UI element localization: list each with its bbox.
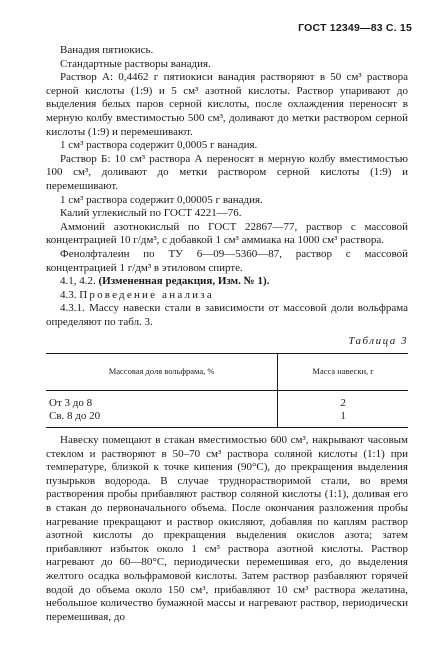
table-caption: Таблица 3: [348, 335, 408, 348]
column-header-mass: Масса навески, г: [278, 354, 408, 391]
section-title: Проведение анализа: [79, 288, 214, 301]
paragraph: Раствор Б: 10 см³ раствора А переносят в мерную колбу вместимостью 100 см³, доливают до метки раствором серной кислоты (1:9) и перемешивают.: [46, 152, 408, 192]
paragraph: 4.3.1. Массу навески стали в зависимости от массовой доли вольфрама определяют по табл. 3.: [46, 302, 408, 328]
paragraph: Фенолфталеин по ТУ 6—09—5360—87, раствор с массовой концентрацией 1 г/дм³ в этиловом спирте.: [46, 247, 408, 274]
paragraph: 1 см³ раствора содержит 0,00005 г ванадия.: [60, 193, 263, 206]
paragraph: Калий углекислый по ГОСТ 4221—76.: [60, 207, 242, 220]
paragraph: Ванадия пятиокись.: [60, 44, 154, 56]
section-heading: [46, 289, 408, 303]
revision-prefix: 4.1, 4.2.: [60, 275, 96, 288]
revision-note: [46, 275, 408, 289]
section-number: 4.3.: [60, 288, 77, 301]
paragraph: Раствор А: 0,4462 г пятиокиси ванадия растворяют в 50 см³ раствора серной кислоты (1:9) и 5 см³ азотной кислоты. Раствор упаривают до выделения белых паров серной кислоты, после охлаждения переносят в мерную колбу вместимостью 500 см³, доливают до метки раствором серной кислоты (1:9) и перемешивают.: [46, 71, 408, 138]
paragraph: Навеску помещают в стакан вместимостью 600 см³, накрывают часовым стеклом и растворяют в 50–70 см³ раствора соляной кислоты (1:1) при температуре, близкой к точке кипения (90°С), до прекращения выделения пузырьков водорода. В случае труднорастворимой стали, во время растворения пробы прибавляют раствор соляной кислоты (1:1), доливая его в стакан до первоначального объема. После окончания разложения пробы нагревание прекращают и раствор окисляют, добавляя по каплям раствор азотной кислоты до прекращения выделения окислов азота; затем прибавляют избыток около 1 см³ раствора азотной кислоты. Раствор нагревают до 60—80°С, периодически перемешивая его, до выделения желтого осадка вольфрамовой кислоты. Затем раствор разбавляют горячей водой до объема около 150 см³, прибавляют 10 см³ раствора желатина, небольшое количество бумажной массы и нагревают раствор, периодически перемешивая, до: [46, 434, 408, 623]
table-row: [46, 391, 408, 428]
paragraph: 1 см³ раствора содержит 0,0005 г ванадия.: [60, 139, 258, 152]
document-body: [46, 44, 408, 624]
table-cell-mass: 2 1: [340, 397, 346, 422]
column-header-tungsten: Массовая доля вольфрама, %: [46, 354, 278, 391]
paragraph: Стандартные растворы ванадия.: [60, 57, 211, 70]
table-3: [46, 353, 408, 428]
page-header: ГОСТ 12349—83 С. 15: [298, 22, 412, 34]
revision-text: (Измененная редакция, Изм. № 1).: [98, 275, 270, 288]
paragraph: Аммоний азотнокислый по ГОСТ 22867—77, раствор с массовой концентрацией 10 г/дм³, с добавкой 1 см³ аммиака на 1000 см³ раствора.: [46, 220, 408, 247]
table-cell-range: От 3 до 8 Св. 8 до 20: [46, 391, 278, 428]
